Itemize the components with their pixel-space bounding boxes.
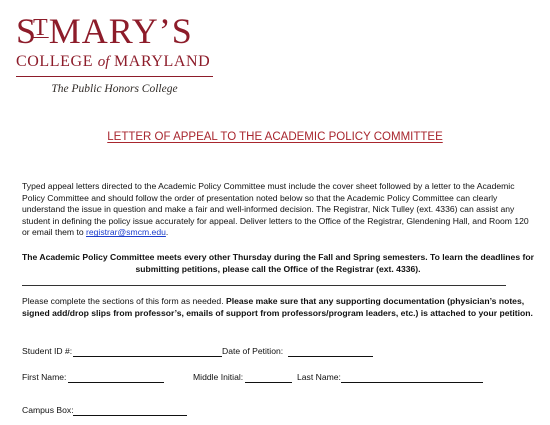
letter-title: LETTER OF APPEAL TO THE ACADEMIC POLICY COMMITTEE [107, 131, 443, 143]
instructions-bold: Please make sure that any supporting documentation (physician’s notes, signed add/drop slips from professor’s, emails of support from professors/program leaders, etc.) is attached to your petition. [22, 296, 533, 318]
last-name-label: Last Name: [297, 372, 341, 382]
instructions-plain: Please complete the sections of this form as needed. [22, 296, 224, 306]
logo-of-word: of [97, 54, 110, 70]
intro-end: . [165, 227, 169, 238]
campus-box-field[interactable] [73, 415, 187, 416]
campus-box-label: Campus Box: [22, 405, 74, 415]
college-logo [16, 10, 216, 105]
meeting-notice: The Academic Policy Committee meets every other Thursday during the Fall and Spring semesters. To learn the deadlines for submitting petitions, please call the Office of the Registrar (ext. 4336). [22, 252, 534, 274]
logo-wordmark: $S^TMARY’S$ [16, 11, 193, 51]
student-id-label: Student ID #: [22, 346, 73, 356]
intro-text: Typed appeal letters directed to the Academic Policy Committee must include the cover sheet followed by a letter to the Academic Policy Committee and should follow the order of presentation noted below so that the Academic Policy Committee can clearly understand the issue in question and make a fair and well-informed decision. The Registrar, Nick Tulley (ext. 4336) can assist any student in defining the policy issue accurately for appeal. Deliver letters to the Office of the Registrar, Glendening Hall, and Room 120 or email them to [22, 181, 529, 238]
first-name-field[interactable] [68, 382, 164, 383]
date-of-petition-label: Date of Petition: [222, 346, 284, 356]
instructions-paragraph [22, 296, 536, 320]
date-of-petition-field[interactable] [288, 356, 373, 357]
intro-paragraph [22, 181, 538, 239]
logo-state-word: MARYLAND [113, 53, 211, 70]
logo-divider [16, 76, 213, 77]
middle-initial-field[interactable] [245, 382, 292, 383]
first-name-label: First Name: [22, 372, 67, 382]
middle-initial-label: Middle Initial: [193, 372, 244, 382]
logo-college-word: COLLEGE [16, 53, 94, 70]
registrar-email-link[interactable]: registrar@smcm.edu [86, 227, 166, 238]
logo-college-line [16, 53, 216, 71]
logo-tagline: The Public Honors College [51, 83, 178, 95]
student-id-field[interactable] [73, 356, 222, 357]
section-divider [22, 285, 506, 286]
last-name-field[interactable] [341, 382, 483, 383]
